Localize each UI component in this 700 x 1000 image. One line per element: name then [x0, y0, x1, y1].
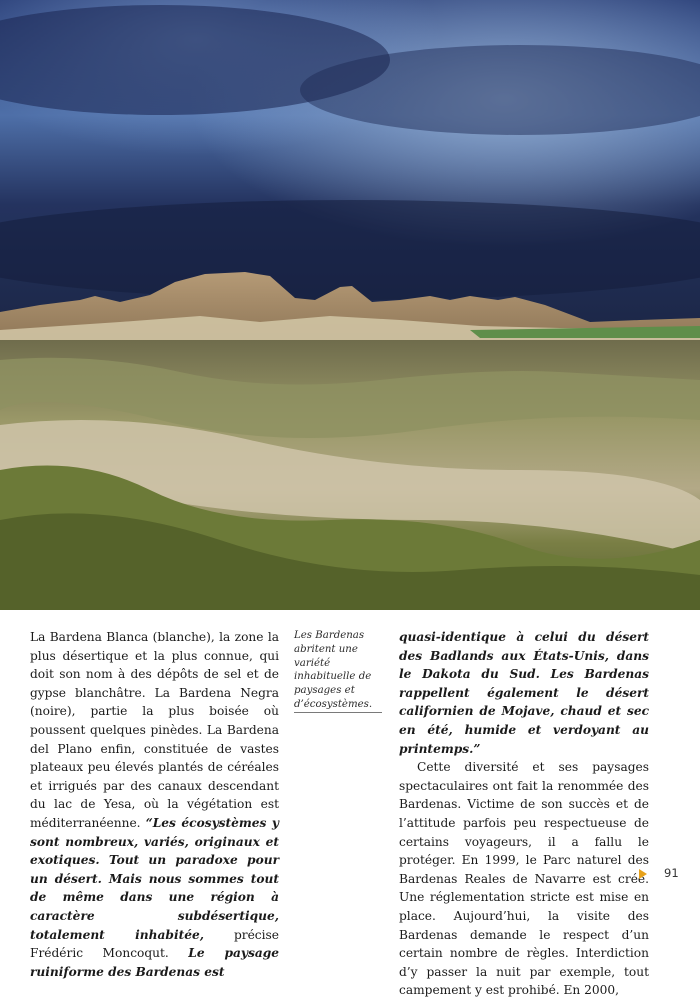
page-number: 91	[664, 866, 679, 880]
article-paragraph	[30, 628, 279, 981]
body-text: La Bardena Blanca (blanche), la zone la plus désertique et la plus connue, qui doit son nom à des dépôts de sel et de gypse blanchâtre. La Bardena Negra (noire), partie la plus boisée où poussent quelques pinèdes. La Bardena del Plano enfin, constituée de vastes plateaux peu élevés plantés de céréales et irrigués par des canaux descendant du lac de Yesa, où la végétation est méditerranéenne.	[30, 630, 279, 830]
quote-text: “Les écosystèmes y sont nombreux, variés, originaux et exotiques. Tout un paradoxe pour un désert. Mais nous sommes tout de même dans une région à caractère subdésertique, totalement inhabitée,	[30, 815, 279, 942]
attribution-text: précise Frédéric Moncoqut.	[30, 927, 279, 961]
photo-caption: Les Bardenas abritent une variété inhabituelle de paysages et d’écosystèmes.	[294, 630, 373, 710]
caption-divider	[294, 712, 382, 713]
quote-conclusion: quasi-identique à celui du désert des Badlands aux États-Unis, dans le Dakota du Sud. Les Bardenas rappellent également le désert californien de Mojave, chaud et sec en été, humide et verdoyant au printemps.”	[399, 630, 649, 756]
quote-continued-text: Le paysage ruiniforme des Bardenas est	[30, 946, 279, 979]
article-column-1	[30, 628, 279, 981]
triangle-right-icon	[639, 869, 647, 879]
article-column-2	[399, 628, 649, 1000]
article-paragraph-2: Cette diversité et ses paysages spectaculaires ont fait la renommée des Bardenas. Victime de son succès et de l’attitude parfois peu respectueuse de certains voyageurs, il a fallu le protéger. En 1999, le Parc naturel des Bardenas Reales de Navarre est créé. Une réglementation stricte est mise en place. Aujourd’hui, la visite des Bardenas demande le respect d’un certain nombre de règles. Interdiction d’y passer la nuit par exemple, tout campement y est prohibé. En 2000,	[399, 760, 649, 998]
